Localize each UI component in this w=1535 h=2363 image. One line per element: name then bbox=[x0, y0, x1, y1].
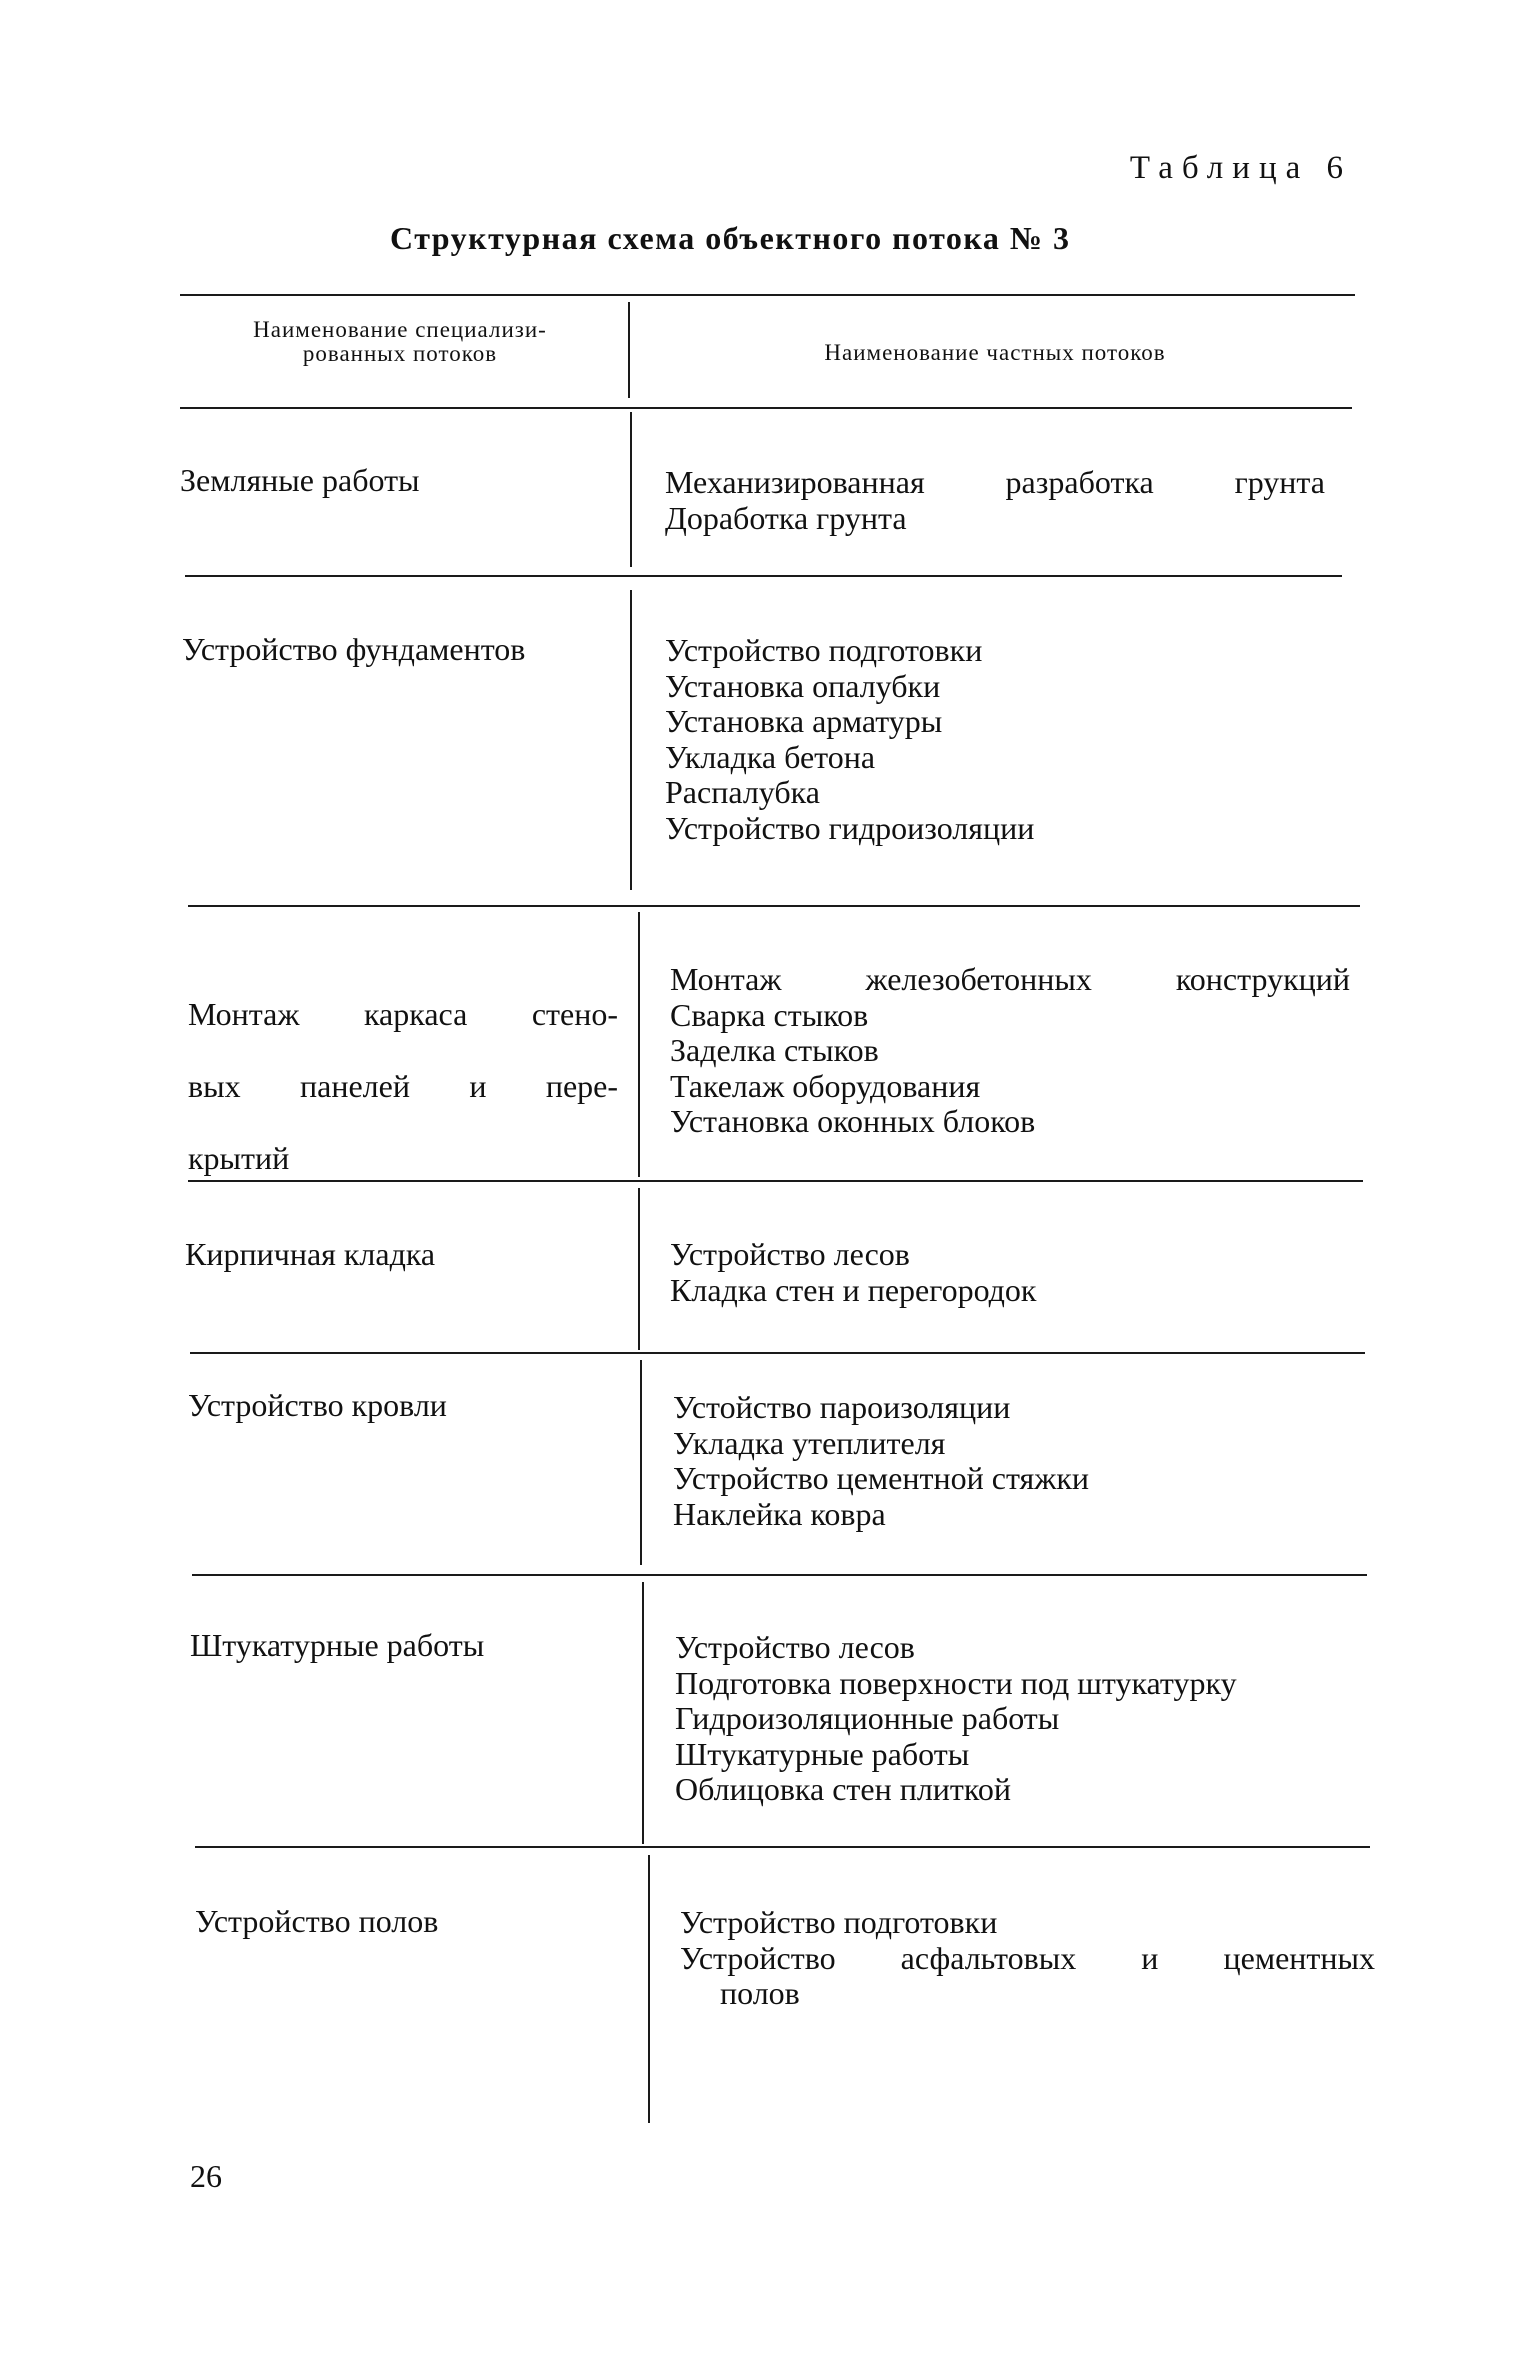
list-item-word: и bbox=[1141, 1939, 1159, 1976]
row-2-name: Устройство фундаментов bbox=[182, 631, 526, 667]
row-divider bbox=[642, 1582, 644, 1844]
row-1-items bbox=[665, 465, 1325, 536]
row-3-name-line bbox=[188, 1068, 618, 1104]
table-top-rule bbox=[180, 294, 1355, 296]
list-item-word: железобетонных bbox=[865, 961, 1092, 997]
row-3-name-word: стено- bbox=[531, 996, 618, 1032]
row-3-name-word: каркаса bbox=[363, 996, 468, 1032]
list-item-word: асфальтовых bbox=[900, 1939, 1077, 1976]
list-item-word: разработка bbox=[1005, 464, 1154, 500]
row-separator bbox=[195, 1846, 1370, 1848]
list-item: Устройство гидроизоляции bbox=[665, 809, 1035, 846]
row-3-items bbox=[670, 962, 1350, 1140]
row-1-name: Земляные работы bbox=[180, 462, 420, 498]
list-item: Распалубка bbox=[665, 774, 820, 810]
list-item bbox=[680, 1941, 1375, 1977]
list-item: Укладка бетона bbox=[665, 738, 876, 775]
column-header-partial-flows: Наименование частных потоков bbox=[824, 340, 1166, 365]
row-3-name-line: крытий bbox=[188, 1140, 290, 1176]
row-5-name: Устройство кровли bbox=[188, 1387, 447, 1423]
row-divider bbox=[630, 412, 632, 567]
list-item-word: цементных bbox=[1223, 1939, 1375, 1976]
row-4-items bbox=[670, 1237, 1036, 1308]
row-3-name-line bbox=[188, 996, 618, 1032]
list-item: Сварка стыков bbox=[670, 996, 869, 1033]
list-item: Заделка стыков bbox=[670, 1032, 879, 1068]
list-item: Устройство цементной стяжки bbox=[673, 1460, 1089, 1496]
row-5-items bbox=[673, 1390, 1089, 1532]
row-7-name: Устройство полов bbox=[195, 1903, 439, 1939]
list-item-word: Механизированная bbox=[665, 464, 925, 500]
row-divider bbox=[630, 590, 632, 890]
list-item: Подготовка поверхности под штукатурку bbox=[675, 1664, 1237, 1701]
header-bottom-rule bbox=[180, 407, 1352, 409]
list-item: Облицовка стен плиткой bbox=[675, 1771, 1011, 1807]
row-3-name-word: Монтаж bbox=[188, 996, 300, 1032]
list-item: Устройство подготовки bbox=[680, 1904, 998, 1940]
table-title: Структурная схема объектного потока № 3 bbox=[390, 220, 1071, 256]
list-item: Гидроизоляционные работы bbox=[675, 1700, 1060, 1736]
list-item bbox=[665, 465, 1325, 501]
list-item-word: Монтаж bbox=[670, 961, 782, 997]
row-7-items bbox=[680, 1905, 1375, 2012]
list-item-word: конструкций bbox=[1175, 961, 1350, 997]
row-3-name bbox=[188, 960, 618, 1212]
row-6-items bbox=[675, 1630, 1237, 1808]
row-3-name-word: панелей bbox=[299, 1068, 410, 1104]
page-number: 26 bbox=[190, 2158, 222, 2194]
row-separator bbox=[190, 1352, 1365, 1354]
list-item: Установка оконных блоков bbox=[670, 1103, 1036, 1139]
list-item: Устройство лесов bbox=[675, 1629, 915, 1665]
row-divider bbox=[638, 912, 640, 1177]
row-separator bbox=[185, 575, 1342, 577]
list-item: Установка арматуры bbox=[665, 703, 943, 739]
row-divider bbox=[640, 1360, 642, 1565]
row-3-name-word: и bbox=[469, 1068, 487, 1104]
row-6-name: Штукатурные работы bbox=[190, 1627, 485, 1663]
list-item: Штукатурные работы bbox=[675, 1735, 970, 1772]
row-4-name: Кирпичная кладка bbox=[185, 1236, 436, 1272]
list-item: Наклейка ковра bbox=[673, 1495, 886, 1532]
list-item: Устойство пароизоляции bbox=[673, 1389, 1011, 1425]
row-divider bbox=[648, 1855, 650, 2123]
list-item: Установка опалубки bbox=[665, 667, 941, 704]
row-separator bbox=[188, 905, 1360, 907]
row-3-name-word: пере- bbox=[545, 1068, 618, 1104]
list-item: полов bbox=[720, 1975, 800, 2011]
list-item: Кладка стен и перегородок bbox=[670, 1271, 1037, 1308]
list-item: Доработка грунта bbox=[665, 499, 907, 536]
list-item bbox=[670, 962, 1350, 998]
column-header-specialized-flows: Наименование специализи- рованных потоков bbox=[253, 317, 547, 366]
row-divider bbox=[638, 1188, 640, 1350]
list-item: Устройство подготовки bbox=[665, 632, 983, 668]
list-item-word: Устройство bbox=[680, 1939, 836, 1976]
header-column-divider bbox=[628, 302, 630, 398]
row-separator bbox=[192, 1574, 1367, 1576]
row-separator bbox=[188, 1180, 1363, 1182]
list-item-word: грунта bbox=[1234, 464, 1325, 500]
row-2-items bbox=[665, 633, 1034, 846]
table-label: Таблица 6 bbox=[1129, 150, 1352, 186]
list-item: Такелаж оборудования bbox=[670, 1067, 981, 1104]
list-item: Устройство лесов bbox=[670, 1236, 910, 1272]
list-item: Укладка утеплителя bbox=[673, 1424, 946, 1461]
row-3-name-word: вых bbox=[188, 1068, 241, 1104]
